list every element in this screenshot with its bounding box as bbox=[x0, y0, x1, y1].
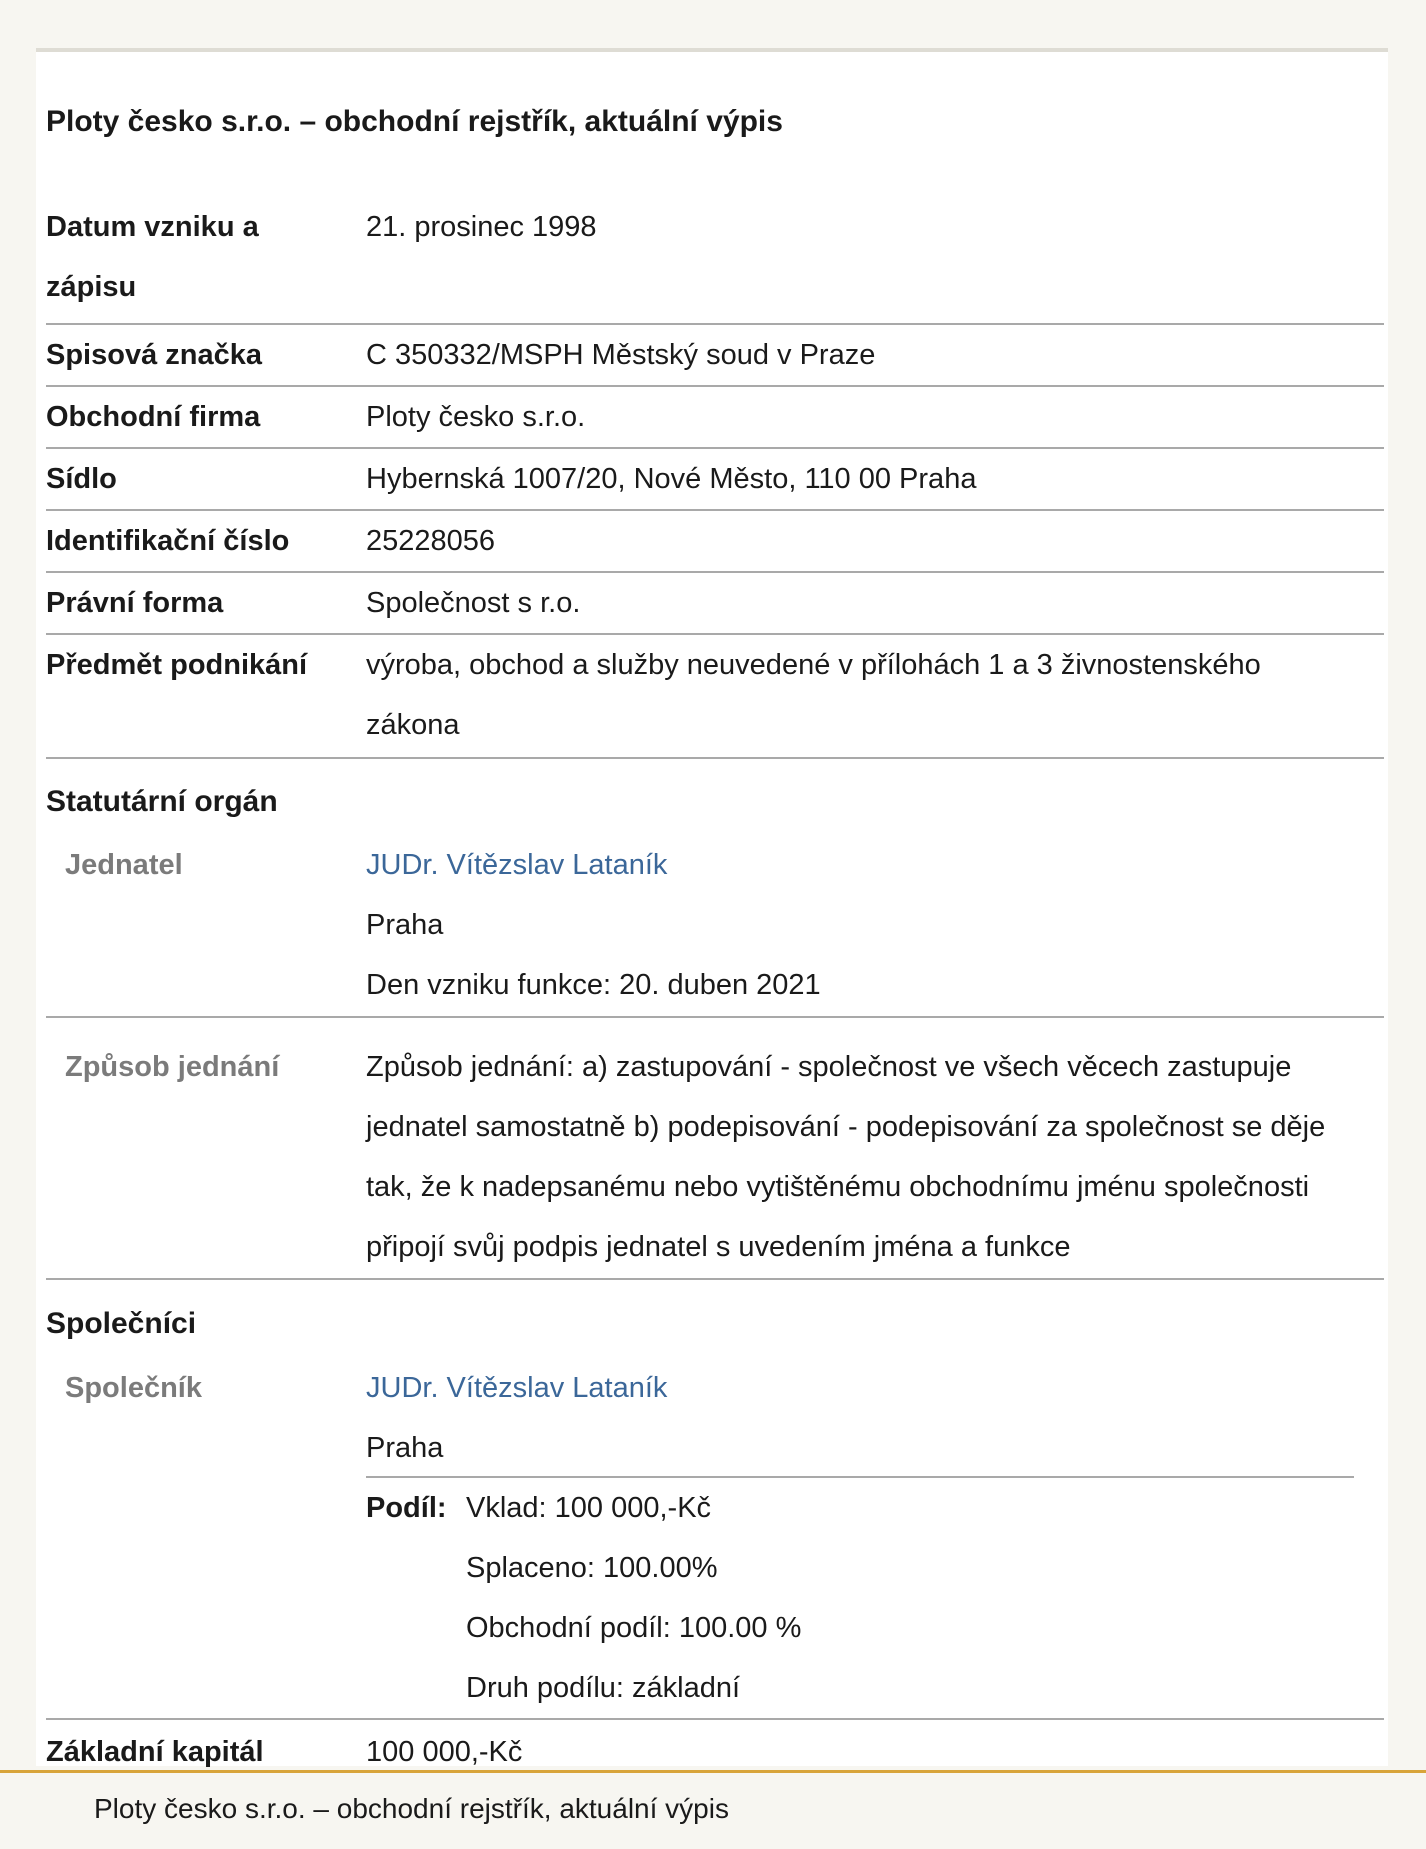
row-pravni-forma bbox=[46, 573, 1384, 635]
value-zpusob-jednani bbox=[366, 1037, 1376, 1277]
zpusob-line: tak, že k nadepsanému nebo vytištěnému obchodnímu jménu společnosti bbox=[366, 1171, 1310, 1203]
value-spolecnik bbox=[366, 1358, 1376, 1478]
section-statutarni-organ: Statutární orgán bbox=[46, 785, 278, 818]
podil-druh: Druh podílu: základní bbox=[466, 1672, 741, 1704]
section-spolecnici: Společníci bbox=[46, 1307, 197, 1340]
value-pravni-forma: Společnost s r.o. bbox=[366, 587, 581, 619]
label-datum-vzniku-text: Datum vzniku a zápisu bbox=[46, 211, 259, 303]
footer-title: Ploty česko s.r.o. – obchodní rejstřík, aktuální výpis bbox=[94, 1793, 729, 1824]
row-identifikacni-cislo bbox=[46, 511, 1384, 573]
row-spolecnik bbox=[46, 1358, 1384, 1478]
value-datum-vzniku: 21. prosinec 1998 bbox=[366, 211, 597, 243]
label-spolecnik: Společník bbox=[65, 1372, 202, 1404]
label-jednatel: Jednatel bbox=[65, 849, 183, 881]
value-zakladni-kapital: 100 000,-Kč bbox=[366, 1736, 523, 1768]
spolecnik-city: Praha bbox=[366, 1432, 444, 1464]
page-title: Ploty česko s.r.o. – obchodní rejstřík, aktuální výpis bbox=[46, 105, 783, 138]
jednatel-since: Den vzniku funkce: 20. duben 2021 bbox=[366, 969, 821, 1001]
value-obchodni-firma: Ploty česko s.r.o. bbox=[366, 401, 586, 433]
row-spisova-znacka bbox=[46, 325, 1384, 387]
zpusob-line: připojí svůj podpis jednatel s uvedením jména a funkce bbox=[366, 1231, 1071, 1263]
value-jednatel bbox=[366, 835, 1376, 1015]
podil-label: Podíl: bbox=[366, 1492, 447, 1524]
jednatel-city: Praha bbox=[366, 909, 444, 941]
spolecnik-divider bbox=[46, 1478, 1384, 1720]
zpusob-line: Způsob jednání: a) zastupování - společnost ve všech věcech zastupuje bbox=[366, 1051, 1292, 1083]
zpusob-line: jednatel samostatně b) podepisování - podepisování za společnost se děje bbox=[366, 1111, 1326, 1143]
row-datum-vzniku bbox=[46, 197, 1384, 325]
label-zakladni-kapital: Základní kapitál bbox=[46, 1736, 264, 1768]
label-datum-vzniku bbox=[46, 197, 286, 317]
row-zpusob-jednani bbox=[46, 1037, 1384, 1280]
podil-splaceno: Splaceno: 100.00% bbox=[466, 1552, 718, 1584]
row-predmet-podnikani bbox=[46, 635, 1384, 759]
value-sidlo: Hybernská 1007/20, Nové Město, 110 00 Praha bbox=[366, 463, 977, 495]
label-zpusob-jednani: Způsob jednání bbox=[65, 1051, 280, 1083]
podil-vklad: Vklad: 100 000,-Kč bbox=[466, 1492, 712, 1524]
label-sidlo: Sídlo bbox=[46, 463, 117, 495]
label-pravni-forma: Právní forma bbox=[46, 587, 224, 619]
spolecnik-name-link[interactable]: JUDr. Vítězslav Lataník bbox=[366, 1372, 668, 1404]
podil-obchodni-podil: Obchodní podíl: 100.00 % bbox=[466, 1612, 802, 1644]
jednatel-name-link[interactable]: JUDr. Vítězslav Lataník bbox=[366, 849, 668, 881]
label-predmet-podnikani: Předmět podnikání bbox=[46, 649, 308, 681]
footer-bar bbox=[0, 1770, 1426, 1849]
label-obchodni-firma: Obchodní firma bbox=[46, 401, 261, 433]
value-identifikacni-cislo: 25228056 bbox=[366, 525, 496, 557]
row-obchodni-firma bbox=[46, 387, 1384, 449]
value-predmet-podnikani: výroba, obchod a služby neuvedené v přílohách 1 a 3 živnostenského zákona bbox=[366, 649, 1261, 741]
label-identifikacni-cislo: Identifikační číslo bbox=[46, 525, 290, 557]
label-spisova-znacka: Spisová značka bbox=[46, 339, 262, 371]
value-spisova-znacka: C 350332/MSPH Městský soud v Praze bbox=[366, 339, 876, 371]
row-sidlo bbox=[46, 449, 1384, 511]
row-jednatel bbox=[46, 835, 1384, 1018]
register-card bbox=[36, 48, 1388, 1766]
